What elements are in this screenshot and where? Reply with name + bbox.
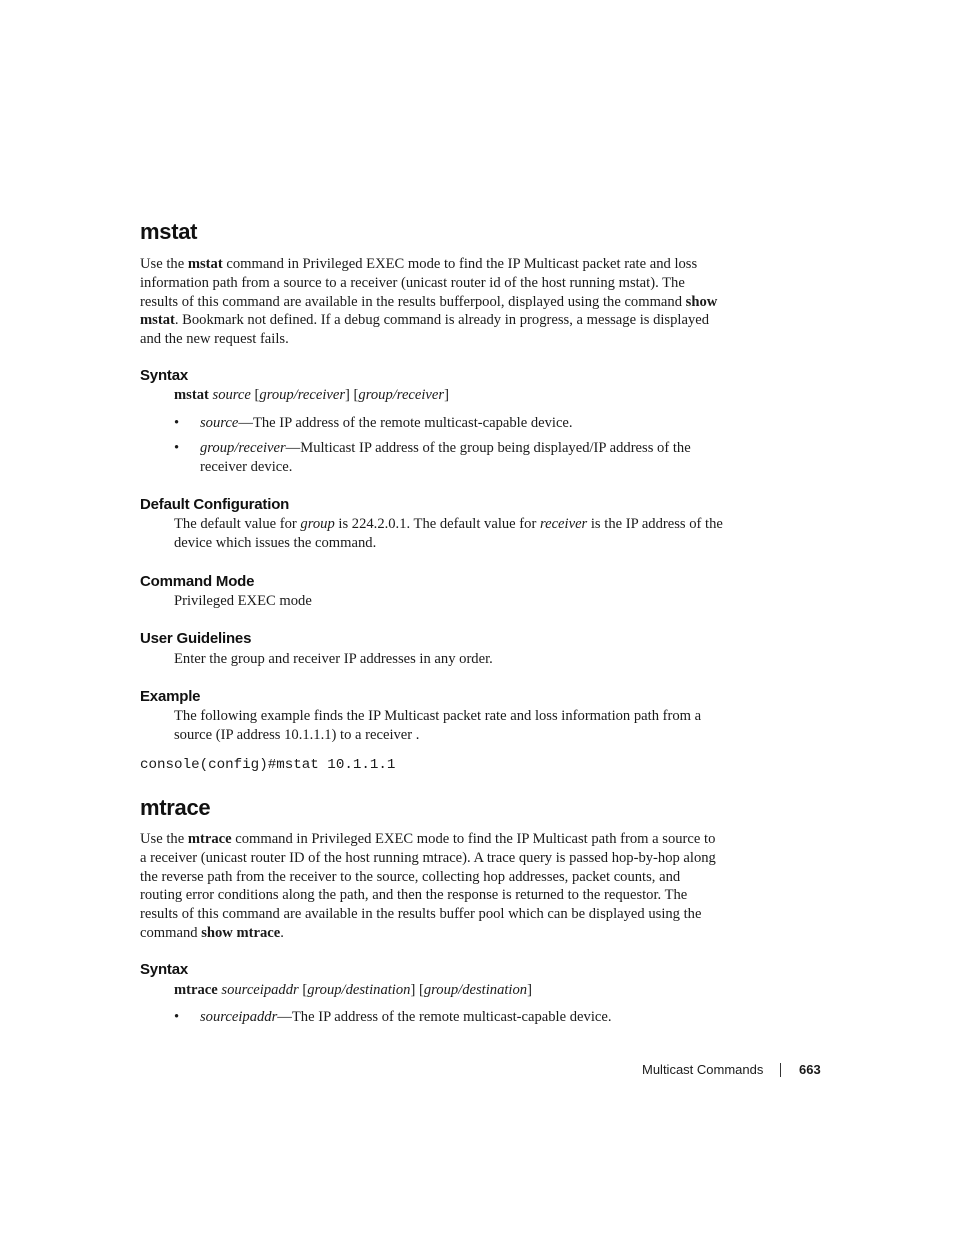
mstat-intro-line: and the new request fails.: [140, 331, 289, 348]
mstat-guidelines-text: Enter the group and receiver IP addresses in any order.: [174, 651, 493, 667]
mstat-intro-line: results of this command are available in the results bufferpool, displayed using the command show: [140, 293, 718, 310]
mstat-example-heading: Example: [140, 688, 201, 705]
mtrace-title: mtrace: [140, 795, 211, 820]
footer-separator: [780, 1063, 781, 1077]
footer-section-title: Multicast Commands: [642, 1062, 764, 1077]
mstat-intro-line: information path from a source to a receiver (unicast router id of the host running mstat). The: [140, 274, 685, 291]
mtrace-intro-line: Use the mtrace command in Privileged EXEC mode to find the IP Multicast path from a source to: [140, 831, 716, 847]
mstat-guidelines-heading: User Guidelines: [140, 630, 252, 647]
mtrace-intro: [140, 830, 765, 943]
mstat-intro: [140, 255, 765, 349]
mtrace-intro-line: a receiver (unicast router ID of the host running mtrace). A trace query is passed hop-by-hop along: [140, 849, 716, 866]
mstat-title: mstat: [140, 219, 198, 244]
mstat-intro-line: Use the mstat command in Privileged EXEC mode to find the IP Multicast packet rate and loss: [140, 256, 698, 272]
mstat-example-text: The following example finds the IP Multicast packet rate and loss information path from a source (IP address 10.1.1.1) to a receiver .: [174, 708, 702, 743]
mstat-syntax-heading: Syntax: [140, 367, 188, 384]
mtrace-syntax-line: mtrace sourceipaddr [group/destination] [group/destination]: [174, 982, 532, 998]
mstat-mode-heading: Command Mode: [140, 573, 255, 590]
mtrace-intro-line: the reverse path from the receiver to the source, collecting hop addresses, packet counts, and: [140, 868, 681, 885]
mtrace-intro-line: results of this command are available in the results buffer pool which can be displayed using the: [140, 906, 702, 923]
mstat-default-text: The default value for group is 224.2.0.1. The default value for receiver is the IP address of the device which issues the command.: [174, 516, 723, 551]
mstat-example-code: console(config)#mstat 10.1.1.1: [140, 757, 396, 773]
mstat-mode-text: Privileged EXEC mode: [174, 593, 312, 609]
mtrace-intro-line: routing error conditions along the path, and then the response is returned to the requestor. The: [140, 887, 688, 904]
mstat-syntax-line: mstat source [group/receiver] [group/receiver]: [174, 387, 449, 403]
mstat-default-heading: Default Configuration: [140, 496, 290, 513]
mtrace-syntax-heading: Syntax: [140, 961, 188, 978]
mstat-intro-line: mstat. Bookmark not defined. If a debug command is already in progress, a message is displayed: [140, 312, 710, 329]
document-page: mstat Use the mstat command in Privileged EXEC mode to find the IP Multicast packet rate and loss information path from a source to a receiver (unicast router id of the host running mstat). The results of this command are available in the results bufferpool, displayed using the command show mstat. Bookmark not defined. If a debug command is already in progress, a message is displayed and the new request fails. Syntax mstat source [group/receiver] [group/receiver] • source—The IP address of the remote multicast-capable device. • group/receiver—Multicast IP address of the group being displayed/IP address of the receiver device. Default Configuration The default value for group is 224.2.0.1. The default value for receiver is the IP address of the device which issues the command. Command Mode Privileged EXEC mode User Guidelines Enter the group and receiver IP addresses in any order. Example The following example finds the IP Multicast packet rate and loss information path from a source (IP address 10.1.1.1) to a receiver . console(config)#mstat 10.1.1.1 mtrace Use the mtrace command in Privileged EXEC mode to find the IP Multicast path from a source to a receiver (unicast router ID of the host running mtrace). A trace query is passed hop-by-hop along the reverse path from the receiver to the source, collecting hop addresses, packet counts, and routing error conditions along the path, and then the response is returned to the requestor. The results of this command are available in the results buffer pool which can be displayed using the command show mtrace. Syntax mtrace sourceipaddr [group/destination] [group/destination] • sourceipaddr—The IP address of the remote multicast-capable device. Multicast Commands 663: [140, 219, 821, 1077]
footer-page-number: 663: [799, 1062, 821, 1077]
mtrace-intro-line: command show mtrace.: [140, 924, 284, 941]
